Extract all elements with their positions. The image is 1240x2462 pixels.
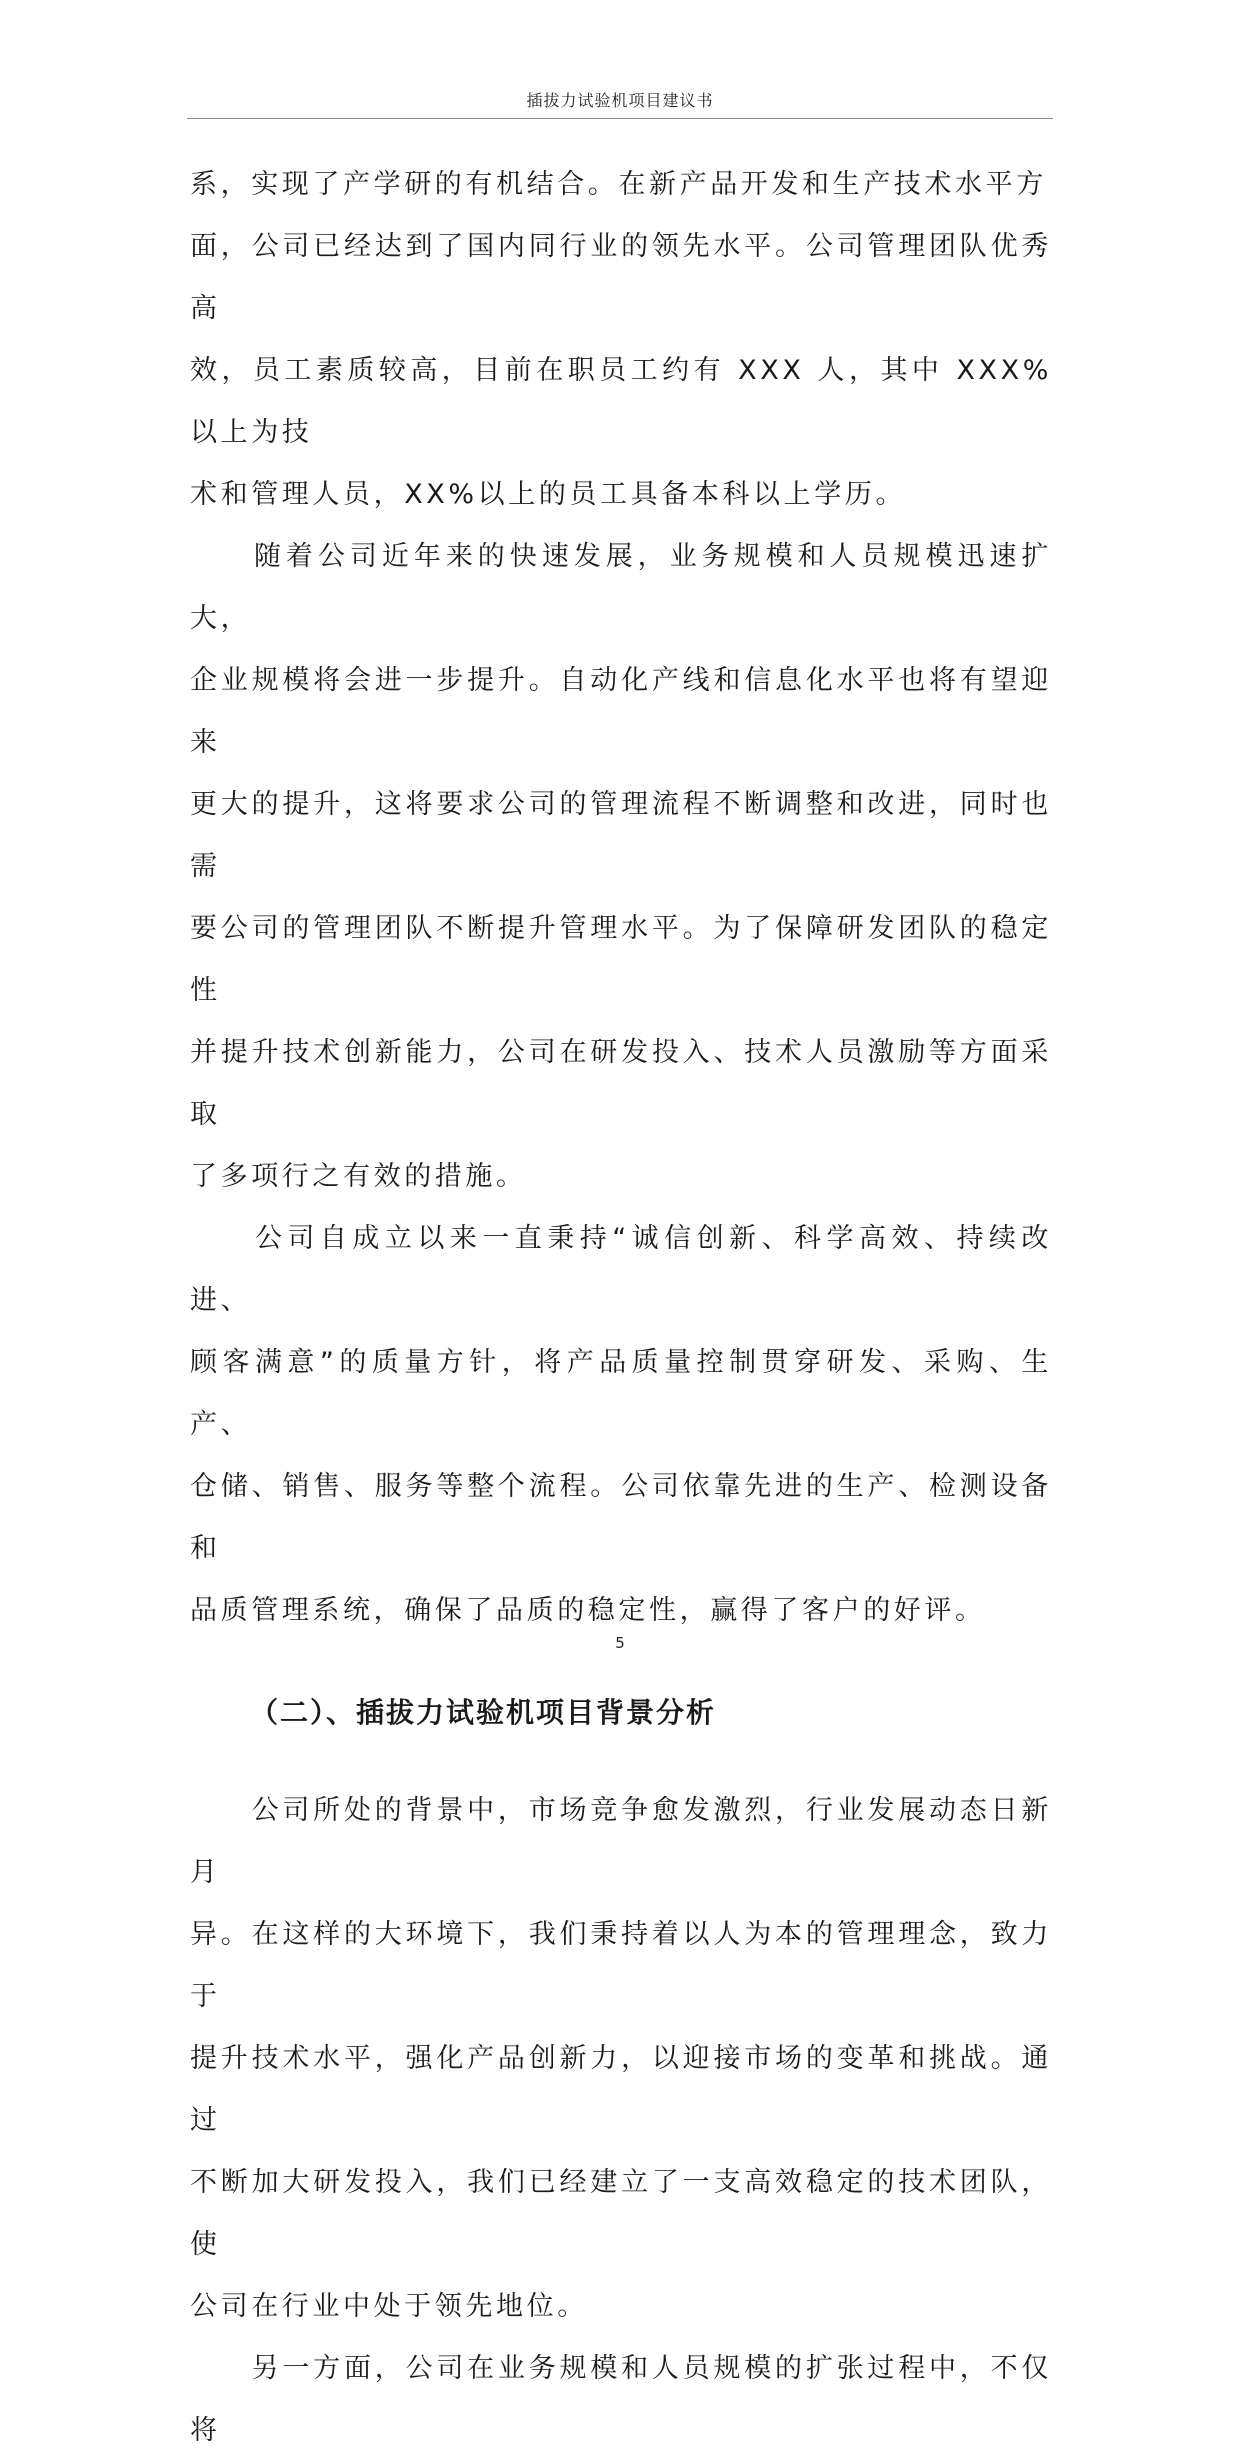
text-line: 顾客满意”的质量方针，将产品质量控制贯穿研发、采购、生产、 bbox=[190, 1347, 1052, 1440]
text-line: 要公司的管理团队不断提升管理水平。为了保障研发团队的稳定性 bbox=[190, 913, 1052, 1006]
text-line: 面，公司已经达到了国内同行业的领先水平。公司管理团队优秀高 bbox=[190, 231, 1052, 324]
paragraph-company-overview bbox=[190, 154, 1052, 526]
text-line: 了多项行之有效的措施。 bbox=[190, 1161, 527, 1192]
text-line: 效，员工素质较高，目前在职员工约有 XXX 人，其中 XXX%以上为技 bbox=[190, 355, 1052, 448]
paragraph-quality-policy bbox=[190, 1208, 1052, 1642]
paragraph-expansion bbox=[190, 2338, 1052, 2462]
text-line: 公司所处的背景中，市场竞争愈发激烈，行业发展动态日新月 bbox=[190, 1795, 1052, 1888]
text-line: 提升技术水平，强化产品创新力，以迎接市场的变革和挑战。通过 bbox=[190, 2043, 1052, 2136]
text-line: 术和管理人员，XX%以上的员工具备本科以上学历。 bbox=[190, 479, 907, 510]
text-line: 企业规模将会进一步提升。自动化产线和信息化水平也将有望迎来 bbox=[190, 665, 1052, 758]
section-heading: （二）、插拔力试验机项目背景分析 bbox=[250, 1696, 717, 1729]
text-line: 品质管理系统，确保了品质的稳定性，赢得了客户的好评。 bbox=[190, 1595, 986, 1626]
text-line: 仓储、销售、服务等整个流程。公司依靠先进的生产、检测设备和 bbox=[190, 1471, 1052, 1564]
text-line: 异。在这样的大环境下，我们秉持着以人为本的管理理念，致力于 bbox=[190, 1919, 1052, 2012]
text-line: 并提升技术创新能力，公司在研发投入、技术人员激励等方面采取 bbox=[190, 1037, 1052, 1130]
document-body bbox=[190, 154, 1052, 2462]
page-header-title: 插拔力试验机项目建议书 bbox=[526, 91, 714, 110]
text-line: 公司自成立以来一直秉持“诚信创新、科学高效、持续改进、 bbox=[190, 1223, 1052, 1316]
text-line: 更大的提升，这将要求公司的管理流程不断调整和改进，同时也需 bbox=[190, 789, 1052, 882]
paragraph-company-growth bbox=[190, 526, 1052, 1208]
header-divider bbox=[187, 118, 1053, 119]
text-line: 随着公司近年来的快速发展，业务规模和人员规模迅速扩大， bbox=[190, 541, 1052, 634]
text-line: 公司在行业中处于领先地位。 bbox=[190, 2291, 588, 2322]
page-number: 5 bbox=[615, 1634, 625, 1652]
text-line: 不断加大研发投入，我们已经建立了一支高效稳定的技术团队，使 bbox=[190, 2167, 1052, 2260]
paragraph-background bbox=[190, 1780, 1052, 2338]
text-line: 另一方面，公司在业务规模和人员规模的扩张过程中，不仅将 bbox=[190, 2353, 1052, 2446]
text-line: 系，实现了产学研的有机结合。在新产品开发和生产技术水平方 bbox=[190, 169, 1047, 200]
